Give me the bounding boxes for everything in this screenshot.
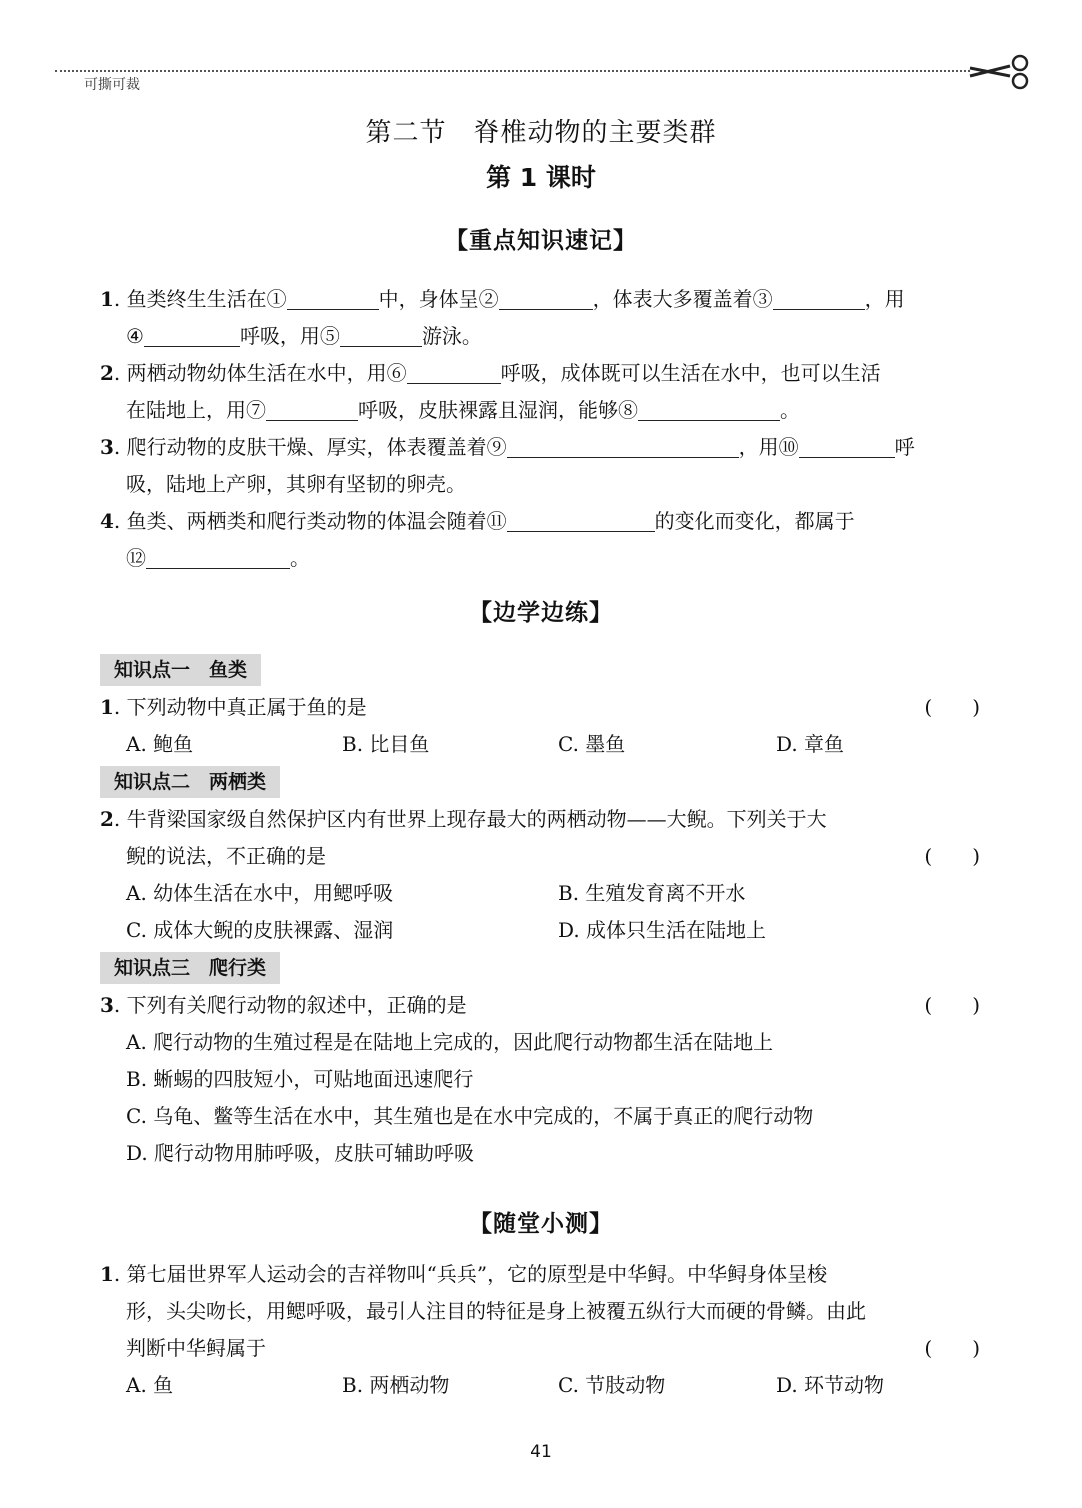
option-b[interactable]: B. 蜥蜴的四肢短小，可贴地面迅速爬行 (126, 1067, 474, 1091)
practice-q2-options-row1 (100, 875, 980, 912)
quiz-q1-line1: 1. 第七届世界军人运动会的吉祥物叫“兵兵”，它的原型是中华鲟。中华鲟身体呈梭 (100, 1262, 828, 1286)
blank-3[interactable] (773, 283, 865, 310)
option-b[interactable]: B. 比目鱼 (342, 732, 430, 756)
practice-q2-options-row2 (100, 912, 980, 949)
blank-12[interactable] (146, 542, 290, 569)
knowledge-block (100, 281, 980, 577)
cut-label: 可撕可裁 (84, 77, 140, 93)
blank-7[interactable] (266, 394, 358, 421)
quiz-block (100, 1256, 980, 1404)
practice-q2-line1: 2. 牛背梁国家级自然保护区内有世界上现存最大的两栖动物——大鲵。下列关于大 (100, 807, 827, 831)
option-b[interactable]: B. 生殖发育离不开水 (558, 881, 746, 905)
answer-paren[interactable]: ( ) (924, 844, 980, 868)
option-d[interactable]: D. 成体只生活在陆地上 (558, 918, 767, 942)
blank-11[interactable] (507, 505, 655, 532)
knowledge-point-2: 知识点二 两栖类 (100, 766, 280, 798)
practice-q1: 1. 下列动物中真正属于鱼的是 ( ) (100, 689, 980, 726)
option-a[interactable]: A. 爬行动物的生殖过程是在陆地上完成的，因此爬行动物都生活在陆地上 (126, 1030, 774, 1054)
knowledge-q4-line1: 4. 鱼类、两栖类和爬行类动物的体温会随着⑪ 的变化而变化，都属于 (100, 503, 980, 540)
answer-paren[interactable]: ( ) (924, 993, 980, 1017)
quiz-heading: 【随堂小测】 (469, 1211, 613, 1237)
knowledge-q4-line2: ⑫ 。 (100, 540, 980, 577)
practice-heading: 【边学边练】 (469, 600, 613, 626)
option-b[interactable]: B. 两栖动物 (342, 1373, 450, 1397)
option-d[interactable]: D. 环节动物 (776, 1373, 885, 1397)
practice-q1-options (100, 726, 980, 763)
option-d[interactable]: D. 爬行动物用肺呼吸，皮肤可辅助呼吸 (126, 1141, 475, 1165)
practice-q3: 3. 下列有关爬行动物的叙述中，正确的是 ( ) (100, 987, 980, 1024)
practice-block (100, 651, 980, 1172)
blank-2[interactable] (499, 283, 593, 310)
knowledge-q3-line2: 吸，陆地上产卵，其卵有坚韧的卵壳。 (126, 472, 466, 496)
option-c[interactable]: C. 乌龟、鳖等生活在水中，其生殖也是在水中完成的，不属于真正的爬行动物 (126, 1104, 814, 1128)
answer-paren[interactable]: ( ) (924, 1336, 980, 1360)
knowledge-q3-line1: 3. 爬行动物的皮肤干燥、厚实，体表覆盖着⑨ ，用⑩ 呼 (100, 429, 980, 466)
blank-8[interactable] (638, 394, 780, 421)
knowledge-q1-line1: 1. 鱼类终生生活在① 中，身体呈② ，体表大多覆盖着③ ，用 (100, 281, 980, 318)
quiz-q1-line3: 判断中华鲟属于 ( ) (100, 1330, 980, 1367)
key-points-heading: 【重点知识速记】 (445, 228, 637, 254)
answer-paren[interactable]: ( ) (924, 695, 980, 719)
knowledge-q2-line2: 在陆地上，用⑦ 呼吸，皮肤裸露且湿润，能够⑧ 。 (100, 392, 980, 429)
knowledge-point-3: 知识点三 爬行类 (100, 952, 280, 984)
blank-5[interactable] (340, 320, 422, 347)
option-d[interactable]: D. 章鱼 (776, 732, 845, 756)
option-a[interactable]: A. 幼体生活在水中，用鳃呼吸 (126, 881, 394, 905)
cut-line (55, 70, 970, 72)
blank-4[interactable] (144, 320, 240, 347)
blank-10[interactable] (799, 431, 895, 458)
lesson-title: 第 1 课时 (486, 163, 596, 192)
practice-q2-line2: 鲵的说法，不正确的是 ( ) (100, 838, 980, 875)
option-a[interactable]: A. 鱼 (126, 1373, 174, 1397)
option-c[interactable]: C. 成体大鲵的皮肤裸露、湿润 (126, 918, 394, 942)
section-title: 第二节 脊椎动物的主要类群 (365, 118, 717, 148)
blank-1[interactable] (287, 283, 379, 310)
knowledge-point-1: 知识点一 鱼类 (100, 654, 261, 686)
knowledge-q2-line1: 2. 两栖动物幼体生活在水中，用⑥ 呼吸，成体既可以生活在水中，也可以生活 (100, 355, 980, 392)
scissors-icon (966, 54, 1036, 90)
option-c[interactable]: C. 墨鱼 (558, 732, 626, 756)
option-a[interactable]: A. 鲍鱼 (126, 732, 194, 756)
blank-6[interactable] (407, 357, 501, 384)
quiz-q1-line2: 形，头尖吻长，用鳃呼吸，最引人注目的特征是身上被覆五纵行大而硬的骨鳞。由此 (126, 1299, 866, 1323)
quiz-q1-options (100, 1367, 980, 1404)
page-number: 41 (530, 1442, 552, 1462)
blank-9[interactable] (507, 431, 739, 458)
option-c[interactable]: C. 节肢动物 (558, 1373, 666, 1397)
knowledge-q1-line2: ④ 呼吸，用⑤ 游泳。 (100, 318, 980, 355)
